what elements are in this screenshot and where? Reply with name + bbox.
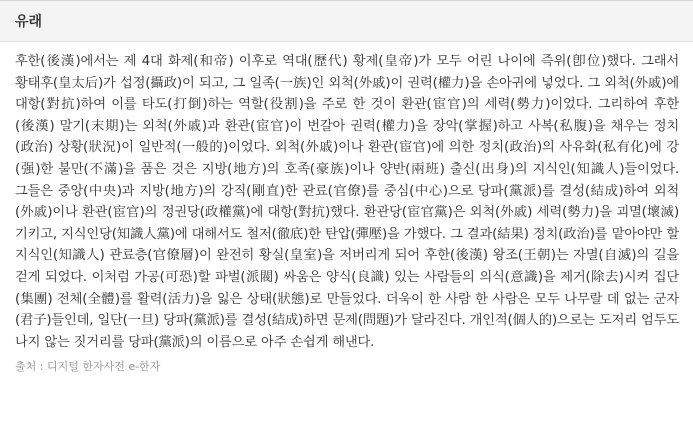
content-area bbox=[0, 42, 693, 374]
section-header bbox=[0, 0, 693, 42]
source-citation: 출처 : 디지털 한자사전 e-한자 bbox=[15, 360, 161, 374]
body-paragraph: 후한(後漢)에서는 제 4대 화제(和帝) 이후로 역대(歷代) 황제(皇帝)가 모두 어린 나이에 즉위(卽位)했다. 그래서 황태후(皇太后)가 섭정(攝政)이 되고, 그 일족(一族)인 외척(外戚)이 권력(權力)을 손아귀에 넣었다. 그 외척(外戚)에 대항(對抗)하여 이를 타도(打倒)하는 역할(役割)을 주로 한 것이 환관(宦官)의 세력(勢力)이었다. 그리하여 후한(後漢) 말기(末期)는 외척(外戚)과 환관(宦官)이 번갈아 권력(權力)을 장악(掌握)하고 사복(私腹)을 채우는 정치(政治) 상황(狀況)이 일반적(一般的)이었다. 외척(外戚)이나 환관(宦官)에 의한 정치(政治)의 사유화(私有化)에 강(强)한 불만(不滿)을 품은 것은 지방(地方)의 호족(豪族)이나 양반(兩班) 출신(出身)의 지식인(知識人)들이었다. 그들은 중앙(中央)과 지방(地方)의 강직(剛直)한 관료(官僚)를 중심(中心)으로 당파(黨派)를 결성(結成)하여 외척(外戚)이나 환관(宦官)의 정권당(政權黨)에 대항(對抗)했다. 환관당(宦官黨)은 외척(外戚) 세력(勢力)을 괴멸(壞滅)기키고, 지식인당(知識人黨)에 대해서도 철저(徹底)한 탄압(彈壓)을 가했다. 그 결과(結果) 정치(政治)를 맡아야만 할 지식인(知識人) 관료층(官僚層)이 완전히 황실(皇室)을 저버리게 되어 후한(後漢) 왕조(王朝)는 자멸(自滅)의 길을 걷게 되었다. 이처럼 가공(可恐)할 파벌(派閥) 싸움은 양식(良識) 있는 사람들의 의식(意識)을 제거(除去)시켜 집단(集團) 전체(全體)를 활력(活力)을 잃은 상태(狀態)로 만들었다. 더욱이 한 사람 한 사람은 모두 나무랄 데 없는 군자(君子)들인데, 일단(一旦) 당파(黨派)를 결성(結成)하면 문제(問題)가 달라진다. 개인적(個人的)으로는 도저리 엄두도 나지 않는 짓거리를 당파(黨派)의 이름으로 아주 손쉽게 해낸다. bbox=[15, 54, 679, 350]
section-title: 유래 bbox=[15, 14, 43, 30]
